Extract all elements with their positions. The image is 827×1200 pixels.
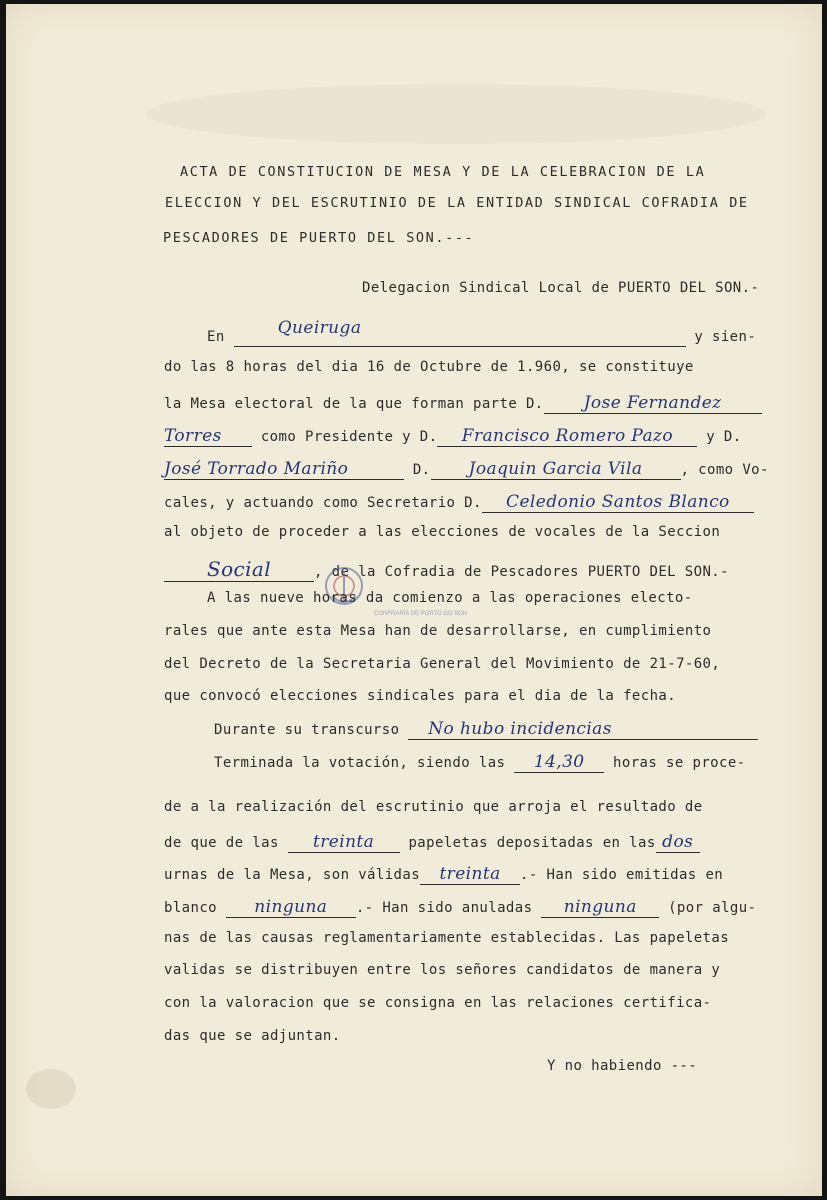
body-line-22: das que se adjuntan. (164, 1028, 341, 1044)
member-handwritten-3: Joaquin Garcia Vila (468, 459, 643, 479)
president-field-2 (164, 426, 252, 447)
body-line-10: rales que ante esta Mesa han de desarrollarse, en cumplimiento (164, 623, 712, 639)
body-line-1 (207, 318, 757, 347)
member-handwritten-2: José Torrado Mariño (164, 459, 349, 479)
text-forman-parte: la Mesa electoral de la que forman parte D. (164, 396, 544, 412)
text-terminada: Terminada la votación, siendo las (214, 755, 506, 771)
blank-field (226, 897, 356, 918)
place-field (234, 318, 686, 347)
ballots-valid-handwritten: treinta (439, 864, 501, 884)
body-line-14 (214, 752, 745, 773)
text-horas-se: horas se proce- (613, 755, 746, 771)
body-line-21: con la valoracion que se consigna en las relaciones certifica- (164, 995, 712, 1011)
text-urnas: urnas de la Mesa, son válidas (164, 867, 421, 883)
member-field-3 (431, 459, 681, 480)
text-en: En (207, 329, 225, 345)
text-secretario: cales, y actuando como Secretario D. (164, 495, 482, 511)
body-line-12: que convocó elecciones sindicales para el dia de la fecha. (164, 688, 677, 704)
paper-stain (146, 84, 766, 144)
body-line-2: do las 8 horas del dia 16 de Octubre de 1.960, se constituye (164, 359, 694, 375)
president-field-1 (544, 393, 762, 414)
body-line-17 (164, 864, 723, 885)
body-line-6 (164, 492, 754, 513)
body-line-7: al objeto de proceder a las elecciones de vocales de la Seccion (164, 524, 721, 540)
title-line-2: ELECCION Y DEL ESCRUTINIO DE LA ENTIDAD SINDICAL COFRADIA DE (165, 195, 749, 211)
text-durante: Durante su transcurso (214, 722, 400, 738)
body-line-4 (164, 426, 742, 447)
secretary-handwritten: Celedonio Santos Blanco (506, 492, 730, 512)
body-line-13 (214, 719, 758, 740)
body-line-9: A las nueve horas da comienzo a las operaciones electo- (207, 590, 693, 606)
text-d: D. (412, 462, 431, 478)
body-line-16 (164, 832, 700, 853)
incidents-handwritten: No hubo incidencias (428, 719, 612, 739)
text-por-algunas: (por algu- (668, 900, 757, 916)
president-handwritten-1: Jose Fernandez (583, 393, 722, 413)
null-handwritten: ninguna (563, 897, 637, 917)
body-line-20: validas se distribuyen entre los señores candidatos de manera y (164, 962, 721, 978)
member-field-2 (164, 459, 404, 480)
null-field (541, 897, 659, 918)
end-time-handwritten: 14,30 (533, 752, 585, 772)
text-como-vocales: , como Vo- (680, 462, 769, 478)
closing-line: Y no habiendo --- (547, 1058, 698, 1074)
text-emitidas: .- Han sido emitidas en (520, 867, 724, 883)
member-field-1 (437, 426, 697, 447)
text-y-siendo: y sien- (694, 329, 757, 345)
body-line-5 (164, 459, 769, 480)
president-handwritten-2: Torres (164, 426, 222, 446)
body-line-15: de a la realización del escrutinio que arroja el resultado de (164, 799, 703, 815)
body-line-3 (164, 393, 762, 414)
stamp-caption: CONFRARÍA DE PORTO DO SON (374, 611, 468, 617)
blank-handwritten: ninguna (254, 897, 328, 917)
ballots-total-field (288, 832, 400, 853)
place-handwritten: Queiruga (277, 318, 362, 338)
body-line-19: nas de las causas reglamentariamente establecidas. Las papeletas (164, 930, 730, 946)
text-papeletas: papeletas depositadas en las (408, 835, 656, 851)
incidents-field (408, 719, 758, 740)
body-line-18 (164, 897, 756, 918)
title-line-3: PESCADORES DE PUERTO DEL SON.--- (163, 230, 475, 246)
ballots-total-handwritten: treinta (313, 832, 375, 852)
text-anuladas: .- Han sido anuladas (355, 900, 533, 916)
section-handwritten: Social (206, 557, 272, 581)
end-time-field (514, 752, 604, 773)
text-como-presidente: como Presidente y D. (260, 429, 438, 445)
urns-field (656, 832, 700, 853)
section-field (164, 557, 314, 582)
paper-stain (26, 1069, 76, 1109)
member-handwritten-1: Francisco Romero Pazo (461, 426, 674, 446)
ballots-valid-field (420, 864, 520, 885)
body-line-11: del Decreto de la Secretaria General del Movimiento de 21-7-60, (164, 656, 721, 672)
secretary-field (482, 492, 754, 513)
text-blanco: blanco (164, 900, 217, 916)
text-de-que-de-las: de que de las (164, 835, 279, 851)
text-cofradia: , de la Cofradia de Pescadores PUERTO DEL SON.- (314, 564, 729, 580)
text-y-d: y D. (706, 429, 742, 445)
urns-handwritten: dos (662, 832, 694, 852)
title-line-1: ACTA DE CONSTITUCION DE MESA Y DE LA CELEBRACION DE LA (180, 164, 706, 180)
delegation-line: Delegacion Sindical Local de PUERTO DEL SON.- (362, 280, 760, 296)
